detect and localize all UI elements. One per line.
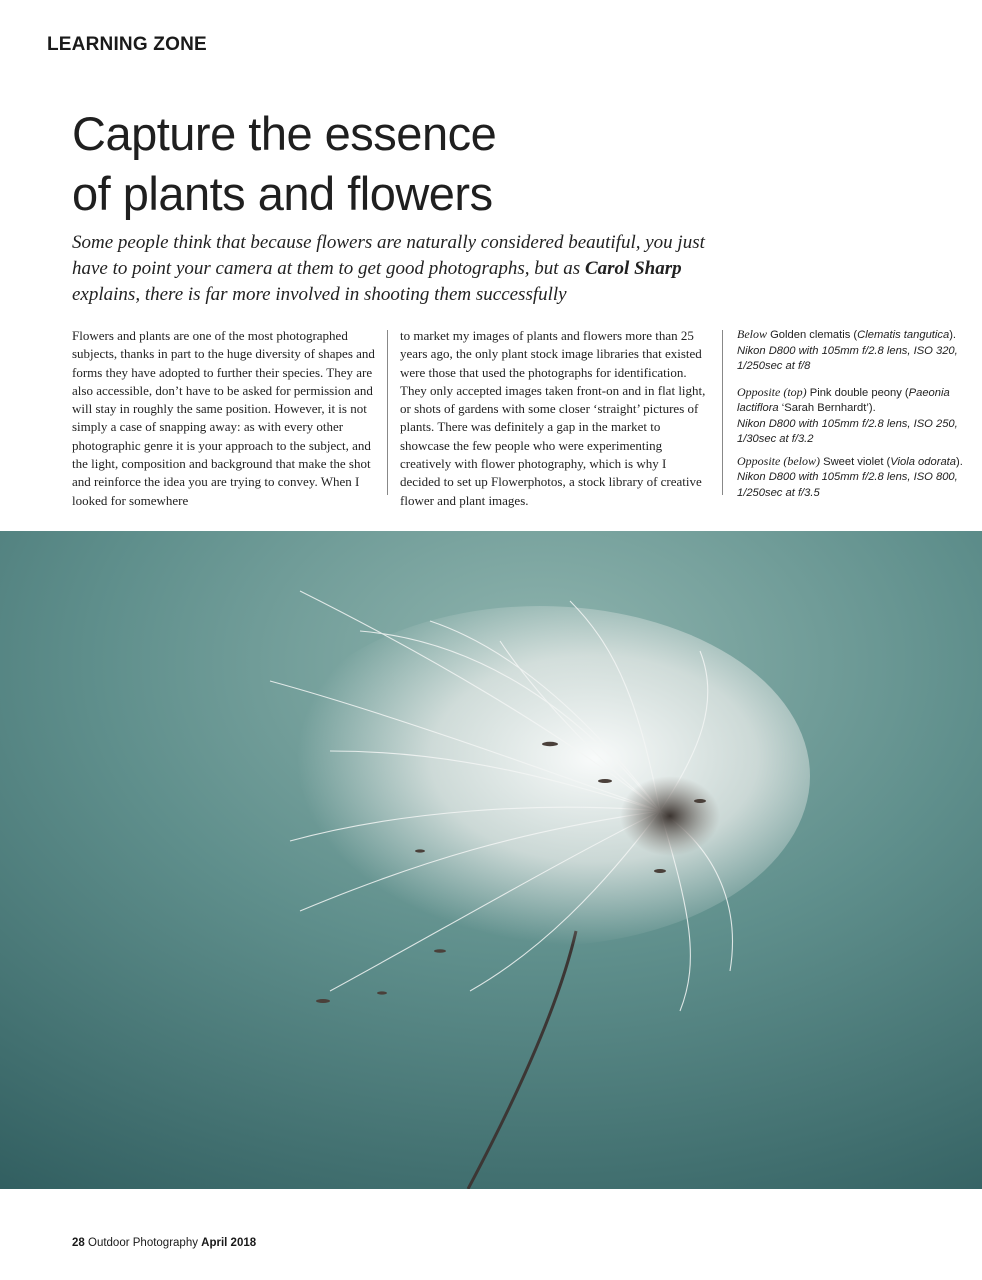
magazine-name: Outdoor Photography <box>88 1237 198 1249</box>
caption-latin: Clematis tangutica <box>857 329 950 341</box>
photo-captions <box>737 327 977 507</box>
standfirst-text-end: explains, there is far more involved in shooting them successfully <box>72 284 567 305</box>
author-name: Carol Sharp <box>584 258 682 279</box>
caption-exif: Nikon D800 with 105mm f/2.8 lens, ISO 320, 1/250sec at f/8 <box>737 344 958 372</box>
headline-line-1: Capture the essence <box>72 107 497 160</box>
caption-opposite-top <box>737 385 977 448</box>
caption-below <box>737 327 977 375</box>
caption-subject: Golden clematis ( <box>770 329 858 341</box>
body-column-2: to market my images of plants and flowers more than 25 years ago, the only plant stock image libraries that existed were those that used the photographs for identification. They only accepted images taken front-on and in flat light, or shots of gardens with some closer ‘straight’ pictures of plants. There was definitely a gap in the market to showcase the few people who were experimenting creatively with flower photography, which is why I decided to set up Flowerphotos, a stock library of creative flower and plant images. <box>400 328 706 508</box>
caption-divider <box>722 330 723 495</box>
caption-label: Below <box>737 327 767 341</box>
section-tag: LEARNING ZONE <box>47 34 207 55</box>
caption-opposite-below <box>737 454 977 502</box>
caption-latin: Viola odorata <box>890 455 956 468</box>
seedhead-fluff <box>270 606 810 946</box>
column-divider <box>387 330 388 495</box>
article-headline <box>72 104 792 224</box>
headline-line-2: of plants and flowers <box>72 167 493 220</box>
clematis-seedhead-photo <box>0 531 982 1189</box>
caption-exif: Nikon D800 with 105mm f/2.8 lens, ISO 250, 1/30sec at f/3.2 <box>737 417 958 445</box>
standfirst-text: Some people think that because flowers are naturally considered beautiful, you just have to point your camera at them to get good photographs, but as <box>72 232 705 279</box>
caption-subject: Sweet violet ( <box>823 455 891 468</box>
caption-subject-end: ). <box>949 329 957 341</box>
caption-latin: Paeonia lactiflora <box>737 386 950 414</box>
standfirst <box>72 230 712 308</box>
seedhead-core <box>620 776 720 856</box>
body-column-1: Flowers and plants are one of the most photographed subjects, thanks in part to the huge diversity of shapes and forms they have adopted to further their species. They are also accessible, don’t have to be asked for permission and will stay in roughly the same position. However, it is not simply a case of snapping away: as with every other photographic genre it is your approach to the subject, and the light, composition and background that make the shot and reinforce the idea you are trying to convey. When I looked for somewhere <box>72 328 375 508</box>
issue-date: April 2018 <box>201 1237 257 1249</box>
caption-subject-end: ). <box>956 455 963 468</box>
caption-exif: Nikon D800 with 105mm f/2.8 lens, ISO 800, 1/250sec at f/3.5 <box>737 471 958 499</box>
caption-subject-end: ‘Sarah Bernhardt’). <box>778 402 876 414</box>
photo-illustration <box>0 531 982 1189</box>
caption-label: Opposite (top) <box>737 384 807 399</box>
caption-subject: Pink double peony ( <box>809 386 909 399</box>
caption-label: Opposite (below) <box>737 453 820 468</box>
page-number: 28 <box>72 1237 85 1249</box>
page-footer <box>72 1237 256 1249</box>
